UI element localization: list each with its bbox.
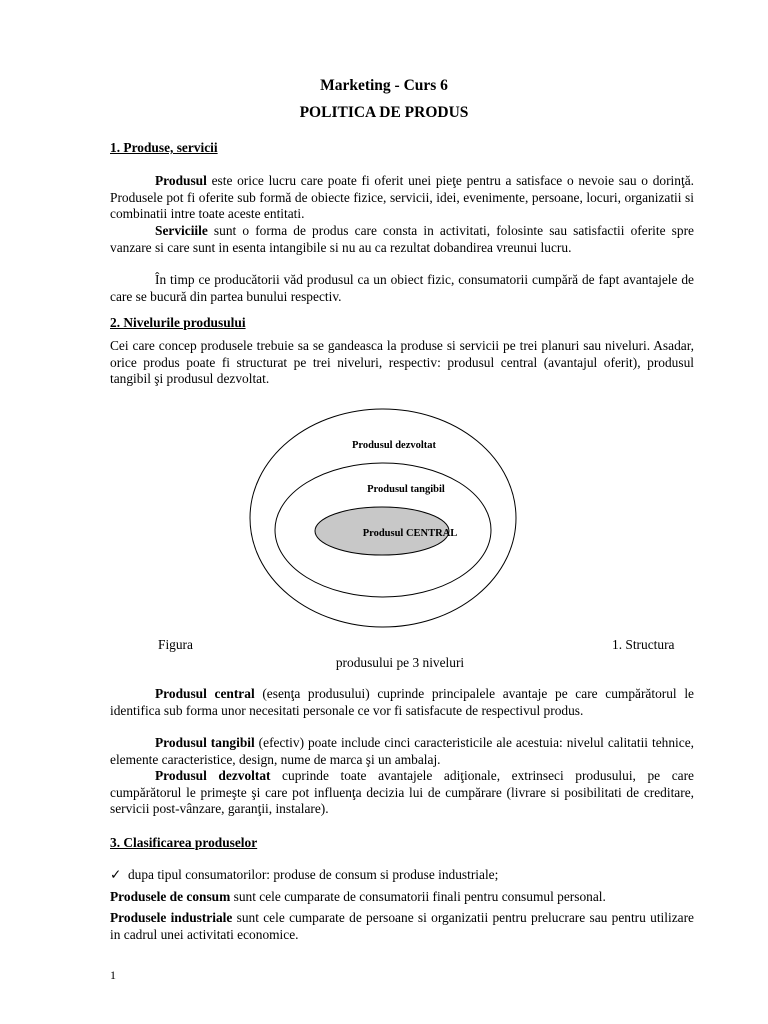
checklist-item-text: dupa tipul consumatorilor: produse de consum si produse industriale; <box>127 867 499 882</box>
definition-produse-de-consum: sunt cele cumparate de consumatorii finali pentru consumul personal. <box>230 889 606 904</box>
page-number: 1 <box>110 968 116 982</box>
definition-produsul: este orice lucru care poate fi oferit unei pieţe pentru a satisface o nevoie sau o dorinţă. Produsele pot fi oferite sub formă de obiecte fizice, servicii, idei, evenimente, persoane, locuri, organizatii si combinatii intre toate aceste entitati. <box>110 173 694 221</box>
document-subtitle: POLITICA DE PRODUS <box>299 104 469 121</box>
paragraph-produsul-central <box>110 686 694 719</box>
term-produsul-tangibil: Produsul tangibil <box>155 735 255 750</box>
definition-produse-industriale: sunt cele cumparate de persoane si organizatii pentru prelucrare sau pentru utilizare in cadrul unei activitati economice. <box>110 910 694 942</box>
definition-produsul-tangibil: (efectiv) poate include cinci caracteristicile ale acestuia: nivelul calitatii tehnice, elemente caracteristice, design, nume de marca şi un ambalaj. <box>110 735 694 767</box>
paragraph-produsul-tangibil <box>110 735 694 768</box>
section-1-heading: 1. Produse, servicii <box>110 140 218 155</box>
paragraph-produse-industriale <box>110 910 694 943</box>
paragraph-produsul-dezvoltat <box>110 768 694 818</box>
definition-serviciile: sunt o forma de produs care consta in activitati, folosinte sau satisfactii oferite spre vanzare si care sunt in esenta intangibile si nu au ca rezultat dobandirea vreunui lucru. <box>110 223 694 255</box>
term-produsul-central: Produsul central <box>155 686 255 701</box>
label-produsul-tangibil: Produsul tangibil <box>367 484 445 495</box>
document-title: Marketing - Curs 6 <box>320 77 448 94</box>
figure-caption-left: Figura <box>158 637 193 652</box>
term-produse-industriale: Produsele industriale <box>110 910 233 925</box>
figure-caption-right: 1. Structura <box>612 637 675 652</box>
checklist-item <box>110 867 498 883</box>
label-produsul-dezvoltat: Produsul dezvoltat <box>351 440 437 451</box>
section-1-paragraph-serviciile <box>110 223 694 256</box>
term-produsul-dezvoltat: Produsul dezvoltat <box>155 768 271 783</box>
term-produse-de-consum: Produsele de consum <box>110 889 231 904</box>
section-2-heading: 2. Nivelurile produsului <box>110 315 246 330</box>
product-levels-diagram <box>248 407 518 629</box>
figure-caption-line2: produsului pe 3 niveluri <box>335 655 465 670</box>
definition-produsul-dezvoltat: cuprinde toate avantajele adiţionale, extrinseci produsului, pe care cumpărătorul le primeşte şi care pot influenţa decizia lui de cumpărare (livrare si posibilitati de creditare, servicii post-vânzare, garanţii, instalare). <box>110 768 694 816</box>
definition-produsul-central: (esenţa produsului) cuprinde principalele avantaje pe care cumpărătorul le identifica sub forma unor necesitati personale ce vor fi satisfacute de respectivul produs. <box>110 686 694 718</box>
label-produsul-central: Produsul CENTRAL <box>362 528 458 539</box>
section-1-paragraph-produsul <box>110 173 694 223</box>
check-icon: ✓ <box>110 867 122 882</box>
section-3-heading: 3. Clasificarea produselor <box>110 835 258 850</box>
paragraph-produse-de-consum <box>110 889 694 906</box>
term-serviciile: Serviciile <box>155 223 208 238</box>
section-2-paragraph-intro: Cei care concep produsele trebuie sa se gandeasca la produse si servicii pe trei planuri sau niveluri. Asadar, orice produs poate fi structurat pe trei niveluri, respectiv: produsul central (avantajul oferit), produsul tangibil şi produsul dezvoltat. <box>110 338 694 386</box>
term-produsul: Produsul <box>155 173 207 188</box>
section-1-paragraph-producatori: În timp ce producătorii văd produsul ca un obiect fizic, consumatorii cumpără de fapt avantajele de care se bucură din partea bunului respectiv. <box>110 272 694 304</box>
